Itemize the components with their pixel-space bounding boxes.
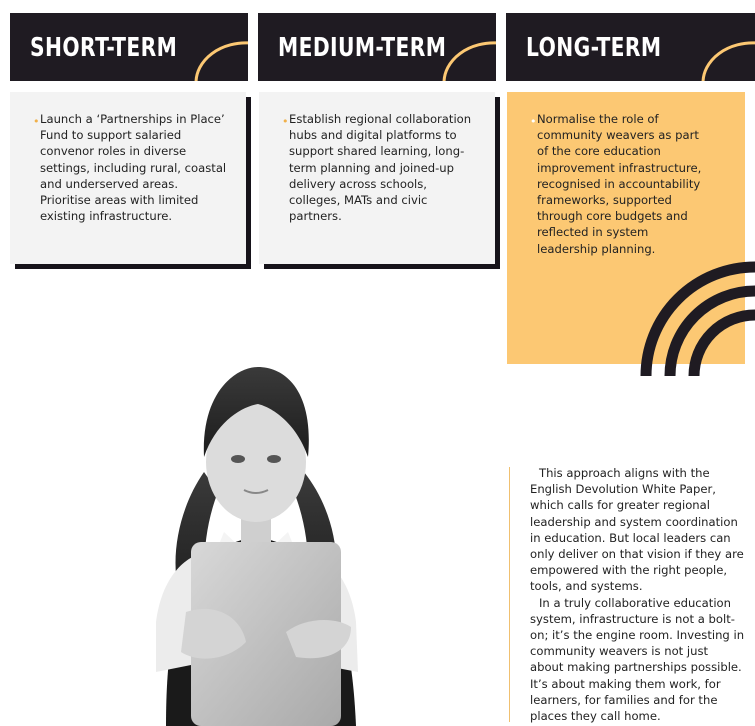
- medium-term-heading: MEDIUM-TERM: [278, 33, 447, 63]
- bullet-icon: •: [282, 115, 289, 128]
- short-term-card: [10, 92, 246, 264]
- long-term-header: [506, 13, 755, 81]
- body-paragraph-2: In a truly collaborative education system, infrastructure is not a bolt-on; it’s the engine room. Investing in community weavers is not just about making partnerships possible. It’s about making them work, for learners, for families and for the places they call home.: [530, 595, 745, 724]
- concentric-arcs-icon: [632, 258, 755, 376]
- bullet-icon: •: [530, 115, 537, 128]
- arc-decoration-icon: [438, 35, 496, 81]
- long-term-heading: LONG-TERM: [526, 33, 662, 63]
- divider-line: [509, 467, 510, 722]
- arc-decoration-icon: [190, 35, 248, 81]
- short-term-header: [10, 13, 248, 81]
- long-term-text: Normalise the role of community weavers as part of the core education improvement infrastructure, recognised in accountability frameworks, supported through core budgets and reflected in system leadership planning.: [537, 112, 702, 256]
- body-text: [530, 465, 745, 724]
- body-paragraph-1: This approach aligns with the English Devolution White Paper, which calls for greater regional leadership and system coordination in education. But local leaders can only deliver on that vision if they are empowered with the right people, tools, and systems.: [530, 466, 744, 594]
- short-term-heading: SHORT-TERM: [30, 33, 178, 63]
- arc-decoration-icon: [697, 35, 755, 81]
- medium-term-card: [259, 92, 495, 264]
- bullet-icon: •: [33, 115, 40, 128]
- medium-term-text: Establish regional collaboration hubs and digital platforms to support shared learning, long-term planning and joined-up delivery across schools, colleges, MATs and civic partners.: [289, 112, 472, 224]
- short-term-text: Launch a ‘Partnerships in Place’ Fund to support salaried convenor roles in diverse settings, including rural, coastal and underserved areas. Prioritise areas with limited existing infrastructure.: [40, 112, 227, 224]
- student-photo: [146, 362, 396, 726]
- medium-term-header: [258, 13, 496, 81]
